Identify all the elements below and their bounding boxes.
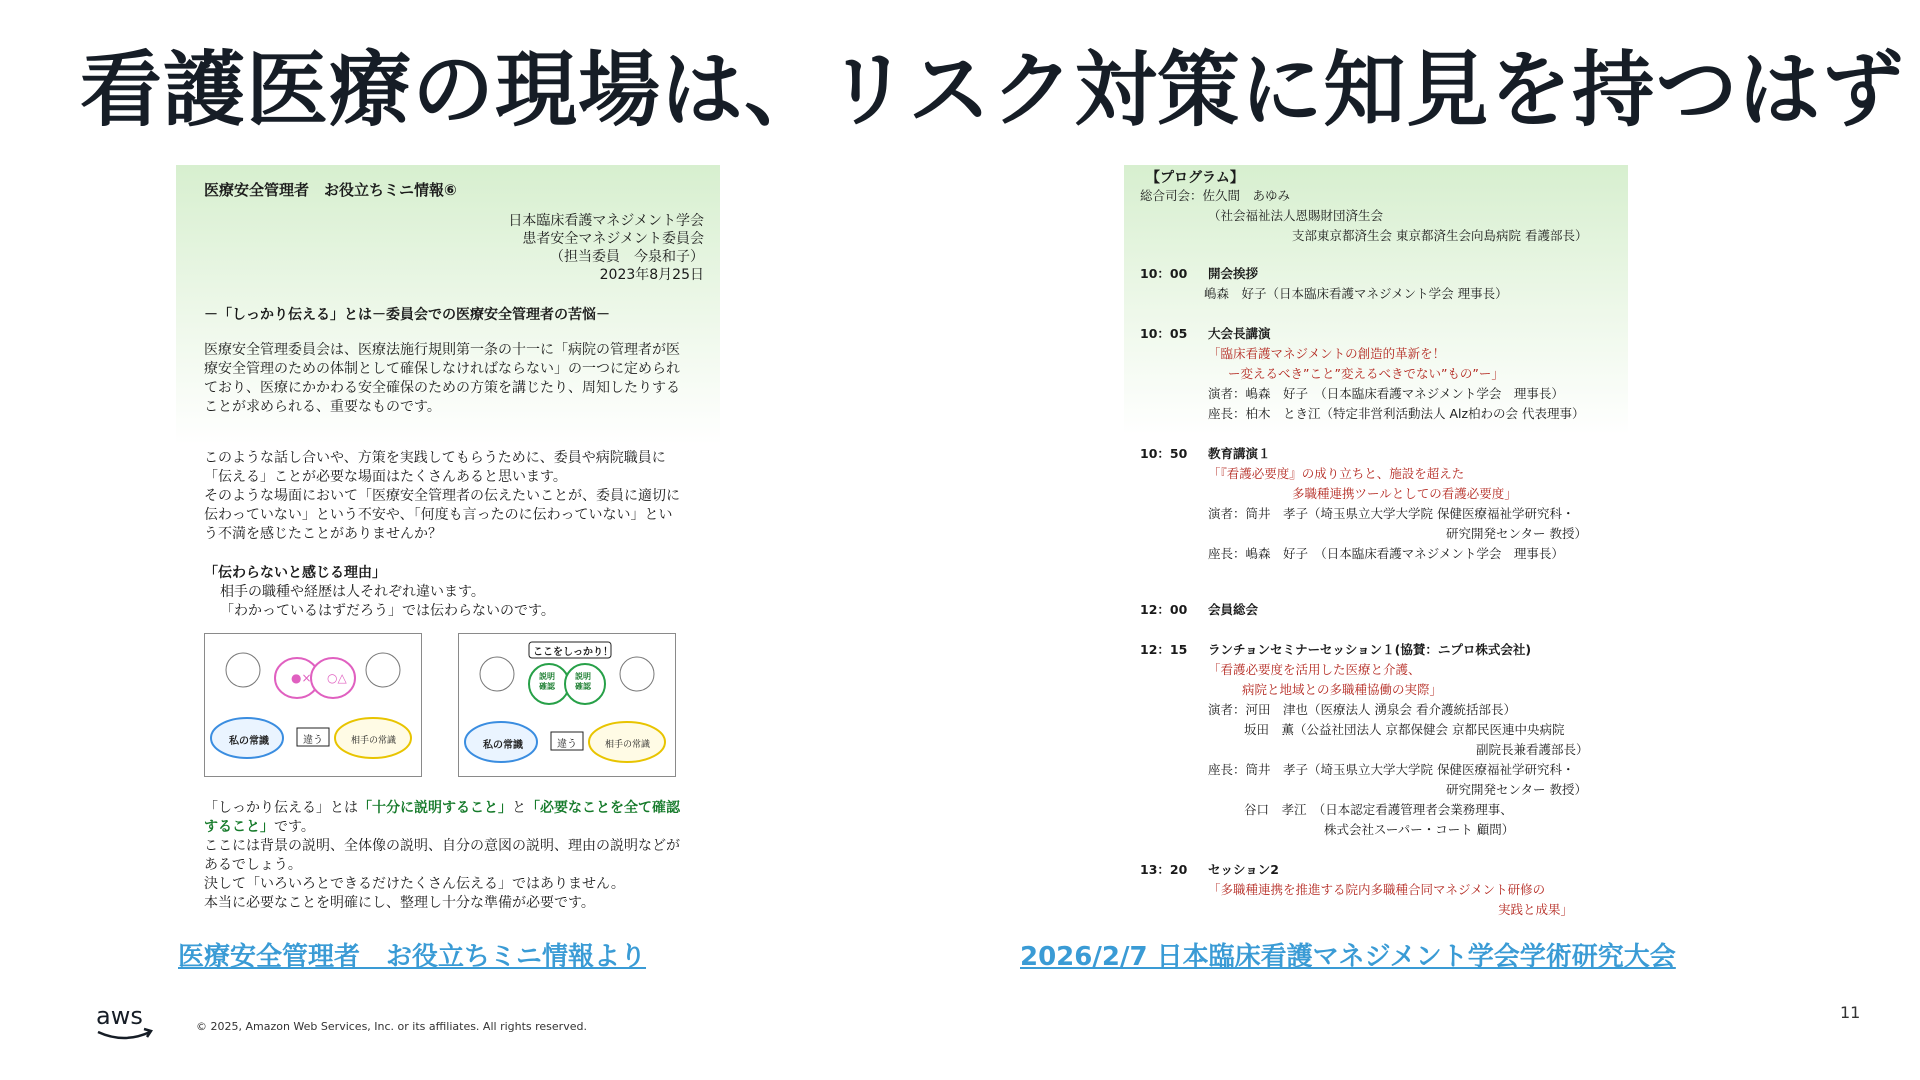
my-sense-label: 私の常識 (483, 740, 523, 751)
para-line: 医療安全管理委員会は、医療法施行規則第一条の十一に「病院の管理者が医 (204, 342, 680, 358)
org-line: 日本臨床看護マネジメント学会 (508, 213, 704, 229)
text: です。 (274, 819, 315, 835)
session-speaker-affiliation: 研究開発センター 教授） (1446, 526, 1587, 541)
session-time: 10：50 (1140, 446, 1188, 461)
session-topic: 「『看護必要度』の成り立ちと、施設を超えた (1208, 466, 1465, 481)
emphasis-text: 「十分に説明すること」 (358, 800, 512, 816)
mc-affiliation: （社会福祉法人恩賜財団済生会 (1208, 208, 1384, 223)
session-topic: ー変えるべき”こと”変えるべきでない”もの”ー」 (1228, 366, 1504, 381)
aws-logo-text: aws (96, 1002, 143, 1030)
session-chair: 座長：嶋森 好子 （日本臨床看護マネジメント学会 理事長） (1208, 546, 1564, 561)
left-doc-org (204, 212, 704, 284)
session-title: セッション2 (1208, 862, 1279, 877)
session-topic: 病院と地域との多職種協働の実際」 (1242, 682, 1443, 697)
conclusion-line: あるでしょう。 (204, 857, 302, 873)
session-title: ランチョンセミナーセッション１(協賛：ニプロ株式会社) (1208, 642, 1532, 657)
org-line: 2023年8月25日 (599, 267, 704, 283)
my-sense-label: 私の常識 (229, 736, 269, 747)
text: 「しっかり伝える」とは (204, 800, 358, 816)
page-number: 11 (1840, 1003, 1861, 1022)
session-time: 13：20 (1140, 862, 1188, 877)
differs-label: 違う (557, 739, 577, 750)
session-title: 開会挨拶 (1208, 266, 1259, 281)
left-doc-paragraph-2 (204, 449, 704, 544)
svg-text:●×: ●× (291, 671, 312, 685)
left-doc-conclusion (204, 799, 704, 913)
session-topic: 「臨床看護マネジメントの創造的革新を！ (1208, 346, 1446, 361)
session-time: 10：05 (1140, 326, 1188, 341)
session-time: 12：15 (1140, 642, 1188, 657)
left-doc-heading: 医療安全管理者 お役立ちミニ情報⑥ (204, 181, 457, 199)
org-line: （担当委員 今泉和子） (550, 249, 704, 265)
differs-label: 違う (303, 735, 323, 746)
reason-heading: 「伝わらないと感じる理由」 (204, 565, 386, 581)
source-link-conference[interactable]: 2026/2/7 日本臨床看護マネジメント学会学術研究大会 (1020, 942, 1676, 972)
session-chair: 座長：筒井 孝子（埼玉県立大学大学院 保健医療福祉学研究科・ (1208, 762, 1575, 777)
session-speaker: 演者：河田 津也（医療法人 湧泉会 看介護統括部長） (1208, 702, 1516, 717)
para-line: ことが求められる、重要なものです。 (204, 399, 441, 415)
other-sense-label: 相手の常識 (605, 740, 651, 750)
emphasis-text: すること」 (204, 819, 274, 835)
session-speaker-affiliation: 副院長兼看護部長） (1476, 742, 1589, 757)
session-title: 会員総会 (1208, 602, 1259, 617)
conclusion-line: ここには背景の説明、全体像の説明、自分の意図の説明、理由の説明などが (204, 838, 680, 854)
session-person: 嶋森 好子（日本臨床看護マネジメント学会 理事長） (1204, 286, 1508, 301)
para-line: 「伝える」ことが必要な場面はたくさんあると思います。 (204, 469, 567, 485)
svg-text:○△: ○△ (327, 671, 347, 685)
para-line: 伝わっていない」という不安や、「何度も言ったのに伝わっていない」とい (204, 507, 673, 523)
callout-label: ここをしっかり！ (533, 647, 613, 658)
session-chair: 座長：柏木 とき江（特定非営利活動法人 Alz柏わの会 代表理事） (1208, 406, 1585, 421)
org-line: 患者安全マネジメント委員会 (522, 231, 704, 247)
illustration-miscommunication (204, 633, 422, 777)
text: と (512, 800, 526, 816)
slide-title: 看護医療の現場は、リスク対策に知見を持つはず (80, 43, 1905, 138)
mc-line: 総合司会：佐久間 あゆみ (1140, 188, 1291, 203)
reason-line: 相手の職種や経歴は人それぞれ違います。 (220, 584, 485, 600)
copyright-notice: © 2025, Amazon Web Services, Inc. or its affiliates. All rights reserved. (196, 1020, 587, 1033)
para-line: そのような場面において「医療安全管理者の伝えたいことが、委員に適切に (204, 488, 680, 504)
illustration-row (204, 633, 674, 777)
session-speaker: 坂田 薫（公益社団法人 京都保健会 京都民医連中央病院 (1244, 722, 1565, 737)
session-topic: 多職種連携ツールとしての看護必要度」 (1292, 486, 1517, 501)
conclusion-line (204, 818, 704, 837)
mc-affiliation: 支部東京都済生会 東京都済生会向島病院 看護部長） (1292, 228, 1588, 243)
para-line: 療安全管理のための体制として確保しなければならない」の一つに定められ (204, 361, 680, 377)
left-document-image (176, 165, 720, 915)
session-chair-affiliation: 株式会社スーパー・コート 顧問） (1324, 822, 1515, 837)
para-line: う不満を感じたことがありませんか？ (204, 526, 442, 542)
explain-label: 説明確認 (539, 672, 555, 691)
session-topic: 「看護必要度を活用した医療と介護、 (1208, 662, 1421, 677)
session-time: 10：00 (1140, 266, 1188, 281)
para-line: ており、医療にかかわる安全確保のための方策を講じたり、周知したりする (204, 380, 680, 396)
session-chair-affiliation: 研究開発センター 教授） (1446, 782, 1587, 797)
right-program-image (1124, 165, 1628, 920)
conclusion-line: 本当に必要なことを明確にし、整理し十分な準備が必要です。 (204, 895, 595, 911)
other-sense-label: 相手の常識 (351, 736, 397, 746)
left-doc-paragraph-1 (204, 341, 704, 417)
session-chair: 谷口 孝江 （日本認定看護管理者会業務理事、 (1244, 802, 1513, 817)
source-link-safety-info[interactable]: 医療安全管理者 お役立ちミニ情報より (178, 942, 647, 972)
illustration-clear-communication (458, 633, 676, 777)
program-title: 【プログラム】 (1146, 170, 1244, 186)
para-line: このような話し合いや、方策を実践してもらうために、委員や病院職員に (204, 450, 666, 466)
emphasis-text: 「必要なことを全て確認 (526, 800, 680, 816)
session-speaker: 演者：嶋森 好子 （日本臨床看護マネジメント学会 理事長） (1208, 386, 1564, 401)
left-doc-subheading: －「しっかり伝える」とは－委員会での医療安全管理者の苦悩－ (204, 307, 610, 323)
conclusion-line (204, 799, 704, 818)
conclusion-line: 決して「いろいろとできるだけたくさん伝える」ではありません。 (204, 876, 625, 892)
session-topic: 実践と成果」 (1498, 902, 1574, 917)
confirm-label: 説明確認 (575, 672, 591, 691)
aws-logo (94, 1002, 156, 1042)
session-title: 教育講演１ (1208, 446, 1271, 461)
session-title: 大会長講演 (1208, 326, 1271, 341)
reason-line: 「わかっているはずだろう」では伝わらないのです。 (220, 603, 555, 619)
session-topic: 「多職種連携を推進する院内多職種合同マネジメント研修の (1208, 882, 1546, 897)
session-time: 12：00 (1140, 602, 1188, 617)
session-speaker: 演者：筒井 孝子（埼玉県立大学大学院 保健医療福祉学研究科・ (1208, 506, 1575, 521)
